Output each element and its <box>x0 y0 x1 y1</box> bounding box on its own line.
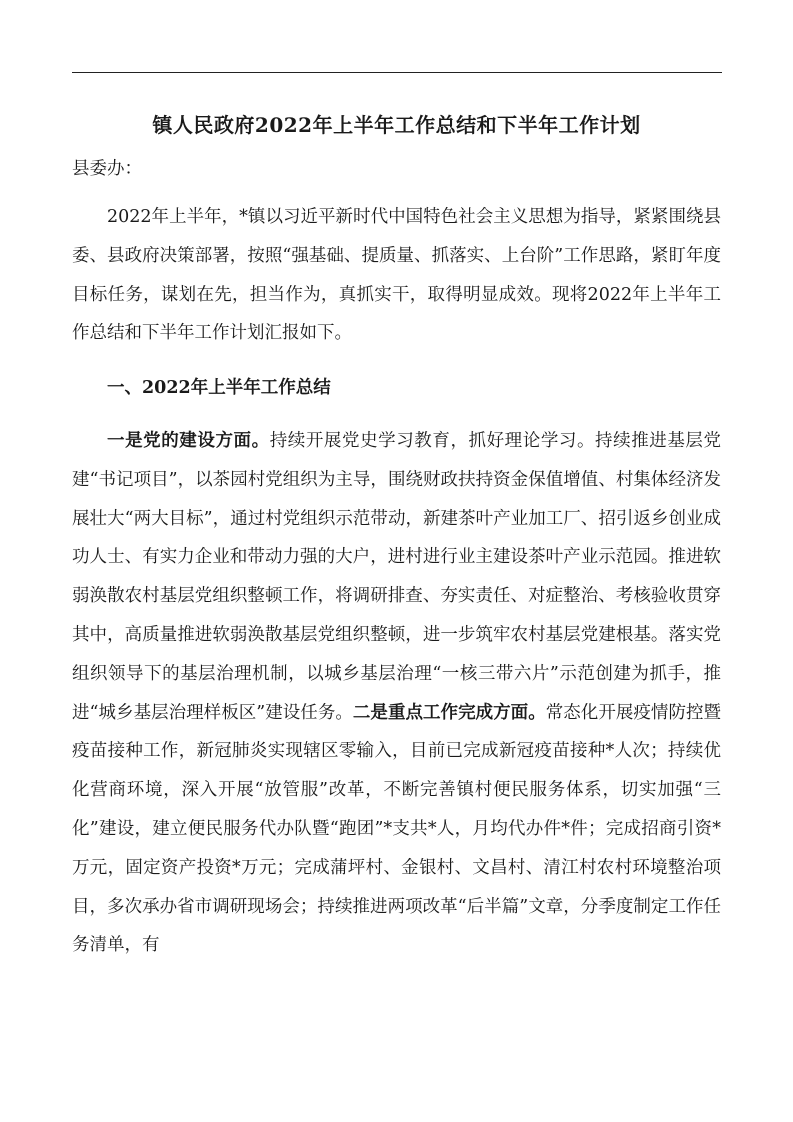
intro-paragraph: 2022年上半年，*镇以习近平新时代中国特色社会主义思想为指导，紧紧围绕县委、县政府决策部署，按照“强基础、提质量、抓落实、上台阶”工作思路，紧盯年度目标任务，谋划在先，担当作为，真抓实干，取得明显成效。现将2022年上半年工作总结和下半年工作计划汇报如下。 <box>72 207 721 344</box>
key-work-text: 常态化开展疫情防控暨疫苗接种工作，新冠肺炎实现辖区零输入，目前已完成新冠疫苗接种*人次；持续优化营商环境，深入开展“放管服”改革，不断完善镇村便民服务体系，切实加强“三化”建设，建立便民服务代办队暨“跑团”*支共*人，月均代办件*件；完成招商引资*万元，固定资产投资*万元；完成蒲坪村、金银村、文昌村、清江村农村环境整治项目，多次承办省市调研现场会；持续推进两项改革“后半篇”文章，分季度制定工作任务清单，有 <box>72 702 721 956</box>
summary-paragraph <box>72 422 721 965</box>
key-work-lead: 二是重点工作完成方面。 <box>352 702 546 723</box>
section-heading-first-half-summary: 一、2022年上半年工作总结 <box>107 378 331 399</box>
header-rule <box>72 72 722 73</box>
document-title: 镇人民政府2022年上半年工作总结和下半年工作计划 <box>152 113 641 137</box>
document-body <box>72 110 721 965</box>
salutation: 县委办： <box>72 159 142 179</box>
party-building-lead: 一是党的建设方面。 <box>107 430 270 451</box>
party-building-text: 持续开展党史学习教育，抓好理论学习。持续推进基层党建“书记项目”，以茶园村党组织为主导，围绕财政扶持资金保值增值、村集体经济发展壮大“两大目标”，通过村党组织示范带动，新建茶叶产业加工厂、招引返乡创业成功人士、有实力企业和带动力强的大户，进村进行业主建设茶叶产业示范园。推进软弱涣散农村基层党组织整顿工作，将调研排查、夯实责任、对症整治、考核验收贯穿其中，高质量推进软弱涣散基层党组织整顿，进一步筑牢农村基层党建根基。落实党组织领导下的基层治理机制，以城乡基层治理“一核三带六片”示范创建为抓手，推进“城乡基层治理样板区”建设任务。 <box>72 430 722 723</box>
